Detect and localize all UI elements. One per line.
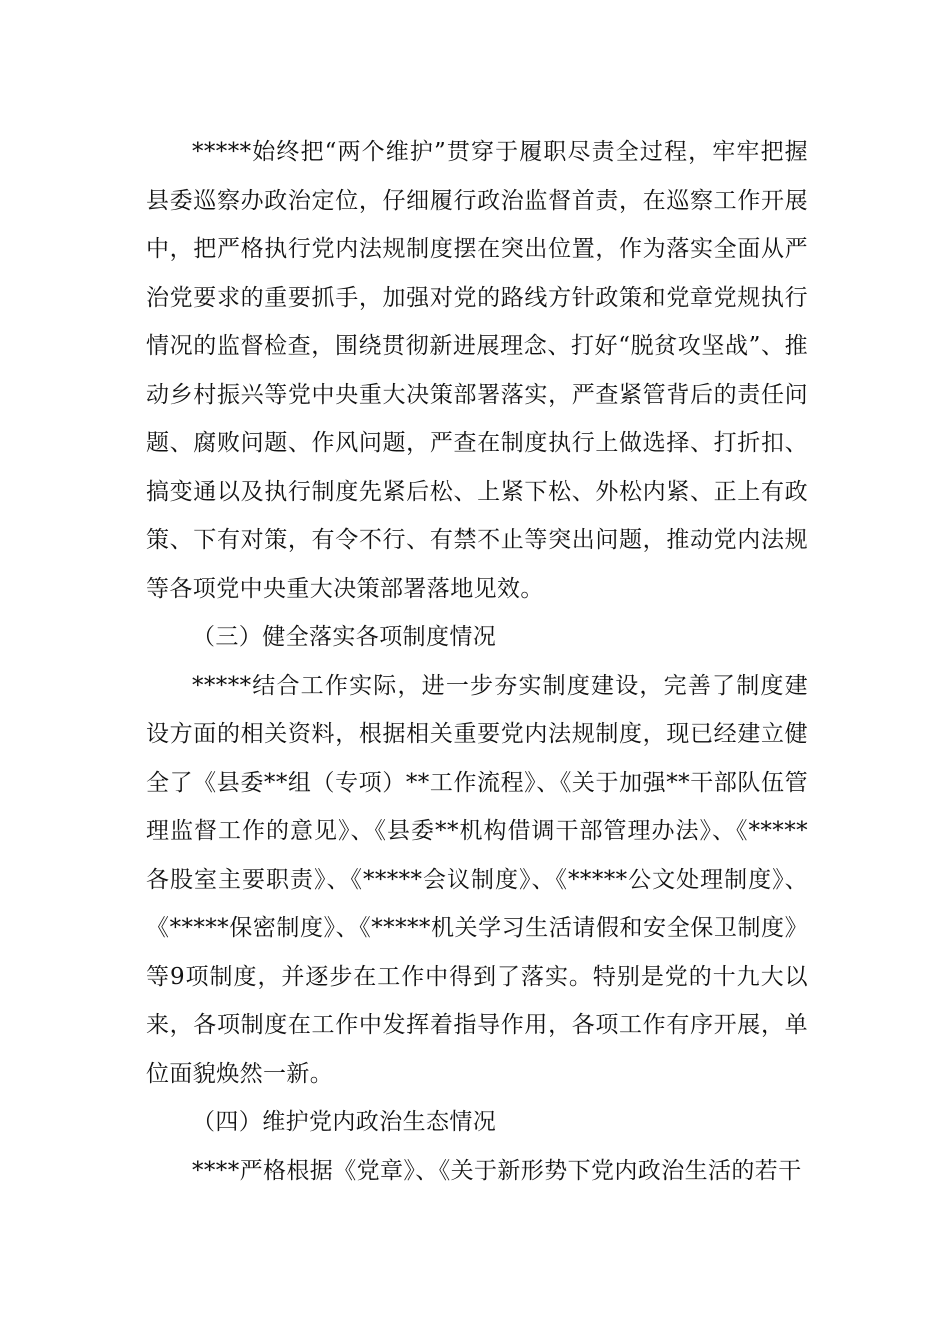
section-heading-3: （三）健全落实各项制度情况 <box>192 624 497 650</box>
paragraph-institution-building: *****结合工作实际，进一步夯实制度建设，完善了制度建设方面的相关资料，根据相关重要党内法规制度，现已经建立健全了《县委**组（专项）**工作流程》、《关于加强**干部队伍管理监督工作的意见》、《县委**机构借调干部管理办法》、《*****各股室主要职责》、《*****会议制度》、《*****公文处理制度》、《*****保密制度》、《*****机关学习生活请假和安全保卫制度》等9项制度，并逐步在工作中得到了落实。特别是党的十九大以来，各项制度在工作中发挥着指导作用，各项工作有序开展，单位面貌焕然一新。 <box>146 672 808 1087</box>
paragraph-political-ecology: ****严格根据《党章》、《关于新形势下党内政治生活的若干 <box>192 1157 802 1184</box>
document-body <box>146 128 808 1195</box>
section-heading-4: （四）维护党内政治生态情况 <box>192 1109 497 1135</box>
paragraph-two-safeguards: *****始终把“两个维护”贯穿于履职尽责全过程，牢牢把握县委巡察办政治定位，仔细履行政治监督首责，在巡察工作开展中，把严格执行党内法规制度摆在突出位置，作为落实全面从严治党要求的重要抓手，加强对党的路线方针政策和党章党规执行情况的监督检查，围绕贯彻新进展理念、打好“脱贫攻坚战”、推动乡村振兴等党中央重大决策部署落实，严查紧管背后的责任问题、腐败问题、作风问题，严查在制度执行上做选择、打折扣、搞变通以及执行制度先紧后松、上紧下松、外松内紧、正上有政策、下有对策，有令不行、有禁不止等突出问题，推动党内法规等各项党中央重大决策部署落地见效。 <box>146 139 808 602</box>
